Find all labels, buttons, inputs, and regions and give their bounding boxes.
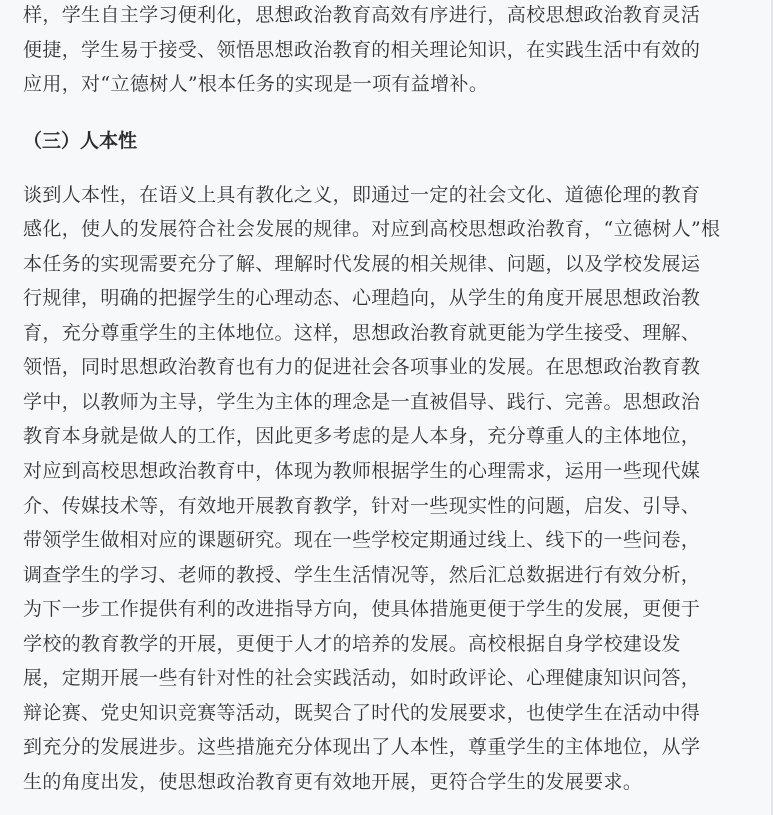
text-line: 带领学生做相对应的课题研究。现在一些学校定期通过线上、线下的一些问卷，: [23, 529, 701, 551]
text-line: 便捷，学生易于接受、领悟思想政治教育的相关理论知识，在实践生活中有效的: [23, 39, 701, 61]
text-line: 行规律，明确的把握学生的心理动态、心理趋向，从学生的角度开展思想政治教: [23, 287, 701, 309]
text-line: 应用，对“立德树人”根本任务的实现是一项有益增补。: [23, 73, 489, 95]
text-line: 样，学生自主学习便利化，思想政治教育高效有序进行，高校思想政治教育灵活: [23, 4, 701, 26]
text-line: 本任务的实现需要充分了解、理解时代发展的相关规律、问题，以及学校发展运: [23, 253, 701, 275]
text-line: 辩论赛、党史知识竞赛等活动，既契合了时代的发展要求，也使学生在活动中得: [23, 702, 701, 724]
text-line: 到充分的发展进步。这些措施充分体现出了人本性，尊重学生的主体地位，从学: [23, 736, 701, 758]
section-heading: （三）人本性: [23, 130, 138, 152]
text-line: 对应到高校思想政治教育中，体现为教师根据学生的心理需求，运用一些现代媒: [23, 460, 701, 482]
text-line: 感化，使人的发展符合社会发展的规律。对应到高校思想政治教育，“立德树人”根: [23, 218, 721, 240]
text-line: 学校的教育教学的开展，更便于人才的培养的发展。高校根据自身学校建设发: [23, 633, 681, 655]
text-line: 谈到人本性，在语义上具有教化之义，即通过一定的社会文化、道德伦理的教育: [23, 184, 701, 206]
text-line: 调查学生的学习、老师的教授、学生生活情况等，然后汇总数据进行有效分析，: [23, 564, 701, 586]
text-line: 教育本身就是做人的工作，因此更多考虑的是人本身，充分尊重人的主体地位，: [23, 425, 701, 447]
text-line: 展，定期开展一些有针对性的社会实践活动，如时政评论、心理健康知识问答，: [23, 667, 701, 689]
text-line: 学中，以教师为主导，学生为主体的理念是一直被倡导、践行、完善。思想政治: [23, 391, 701, 413]
text-line: 介、传媒技术等，有效地开展教育教学，针对一些现实性的问题，启发、引导、: [23, 495, 701, 517]
text-line: 领悟，同时思想政治教育也有力的促进社会各项事业的发展。在思想政治教育教: [23, 356, 701, 378]
text-line: 生的角度出发，使思想政治教育更有效地开展，更符合学生的发展要求。: [23, 771, 643, 793]
text-line: 育，充分尊重学生的主体地位。这样，思想政治教育就更能为学生接受、理解、: [23, 322, 701, 344]
text-line: 为下一步工作提供有利的改进指导方向，使具体措施更便于学生的发展，更便于: [23, 598, 701, 620]
